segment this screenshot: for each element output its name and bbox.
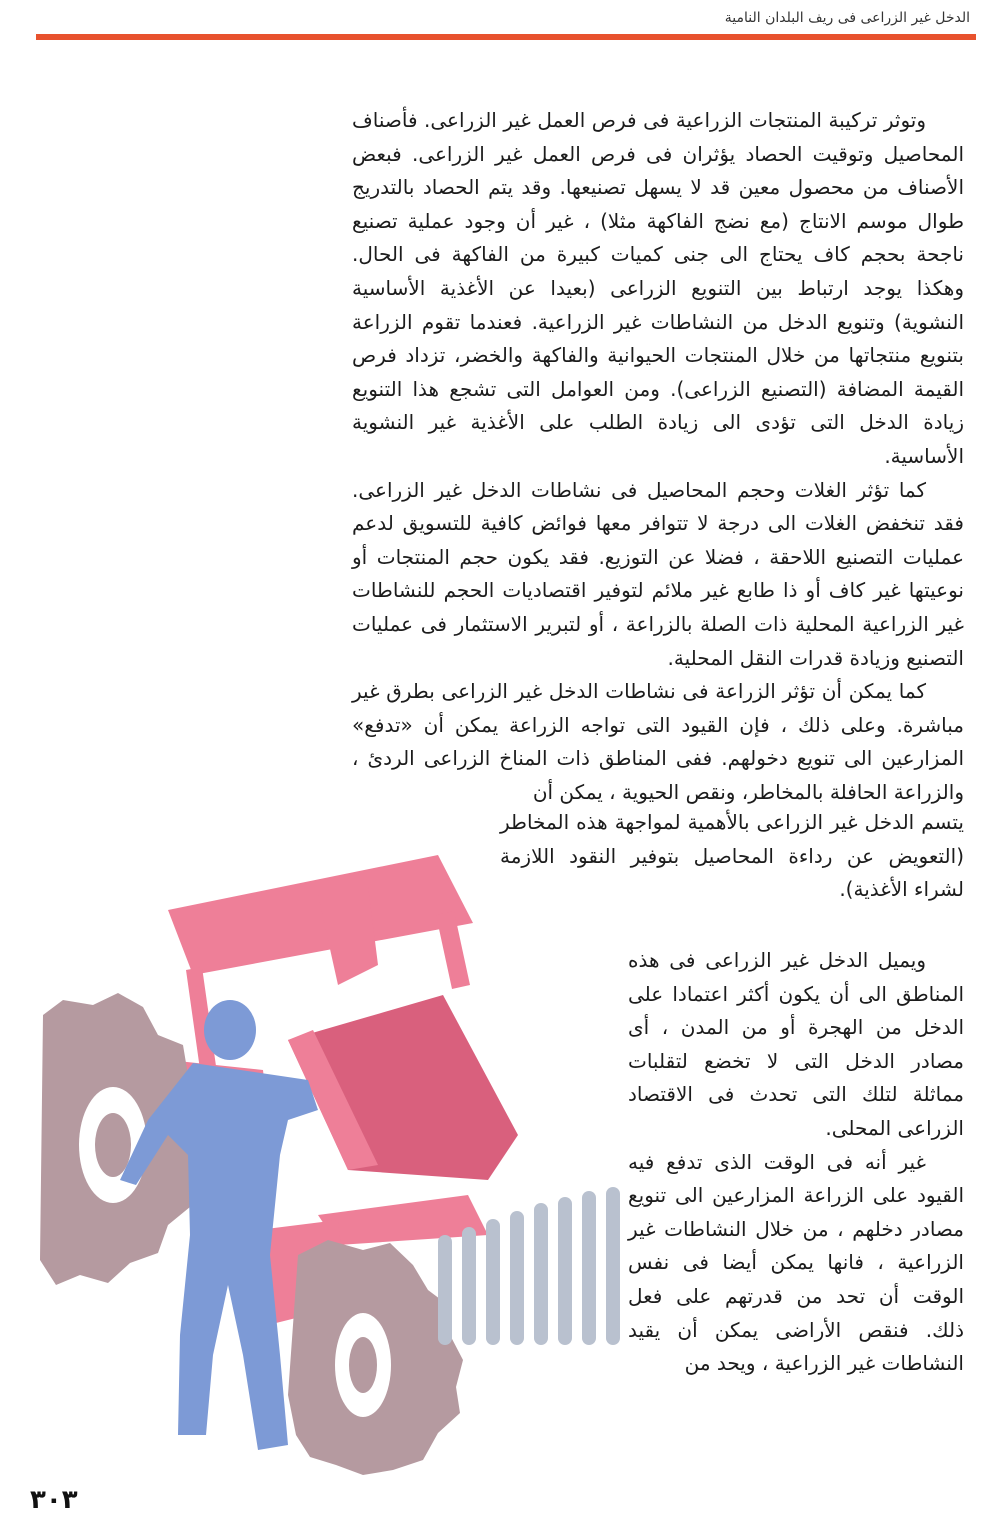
paragraph-composition: وتوثر تركيبة المنتجات الزراعية فى فرص العمل غير الزراعى. فأصناف المحاصيل وتوقيت الحصاد يؤثران فى فرص العمل غير الزراعى. فبعض الأصناف من محصول معين قد لا يسهل تصنيعها. وقد يتم الحصاد بالتدريج طوال موسم الانتاج (مع نضج الفاكهة مثلا) ، غير أن وجود عملية تصنيع ناجحة بحجم كاف يحتاج الى جنى كميات كبيرة من الفاكهة فى الحال. وهكذا يوجد ارتباط بين التنويع الزراعى (بعيدا عن الأغذية الأساسية النشوية) وتنويع الدخل من النشاطات غير الزراعية. فعندما تقوم الزراعة بتنويع منتجاتها من خلال المنتجات الحيوانية والفاكهة والخضر، تزداد فرص القيمة المضافة (التصنيع الزراعى). ومن العوامل التى تشجع هذا التنويع زيادة الدخل التى تؤدى الى زيادة الطلب على الأغذية غير النشوية الأساسية. <box>352 108 964 468</box>
paragraph-risk-coping: يتسم الدخل غير الزراعى بالأهمية لمواجهة هذه المخاطر (التعويض عن رداءة المحاصيل بتوفير النقود اللازمة لشراء الأغذية). <box>500 810 964 902</box>
middle-text-column <box>500 806 964 907</box>
tractor-illustration <box>18 835 658 1475</box>
main-text-column <box>352 104 964 809</box>
paragraph-yields: كما تؤثر الغلات وحجم المحاصيل فى نشاطات الدخل غير الزراعى. فقد تنخفض الغلات الى درجة لا تتوافر معها فوائض كافية للتسويق لدعم عمليات التصنيع اللاحقة ، فضلا عن التوزيع. فقد يكون حجم المنتجات أو نوعيتها غير كاف أو ذا طابع غير ملائم لتوفير اقتصاديات الحجم للنشاطات غير الزراعية المحلية ذات الصلة بالزراعة ، أو لتبرير الاستثمار فى عمليات التصنيع وزيادة قدرات النقل المحلية. <box>352 477 964 670</box>
narrow-text-column <box>628 944 964 1381</box>
page-number: ٣٠٣ <box>30 1485 78 1515</box>
header-rule <box>36 34 976 40</box>
tractor-canopy-strut <box>318 885 378 985</box>
tractor-canopy <box>168 855 473 975</box>
paragraph-indirect-effects: كما يمكن أن تؤثر الزراعة فى نشاطات الدخل غير الزراعى بطرق غير مباشرة. وعلى ذلك ، فإن القيود التى تواجه الزراعة يمكن أن «تدفع» المزارعين الى تنويع دخولهم. ففى المناطق ذات المناخ الزراعى الردئ ، والزراعة الحافلة بالمخاطر، ونقص الحيوية ، يمكن أن <box>352 679 964 804</box>
running-head: الدخل غير الزراعى فى ريف البلدان النامية <box>724 10 970 26</box>
paragraph-migration-income: ويميل الدخل غير الزراعى فى هذه المناطق الى أن يكون أكثر اعتمادا على الدخل من الهجرة أو من المدن ، أى مصادر الدخل التى لا تخضع لتقلبات مماثلة لتلك التى تحدث فى الاقتصاد الزراعى المحلى. <box>628 948 964 1140</box>
paragraph-constraints: غير أنه فى الوقت الذى تدفع فيه القيود على الزراعة المزارعين الى تنويع مصادر دخلهم ، من خلال النشاطات غير الزراعية ، فانها يمكن أيضا فى نفس الوقت أن تحد من قدرتهم على فعل ذلك. فنقص الأراضى يمكن أن يقيد النشاطات غير الزراعية ، ويحد من <box>628 1149 964 1376</box>
